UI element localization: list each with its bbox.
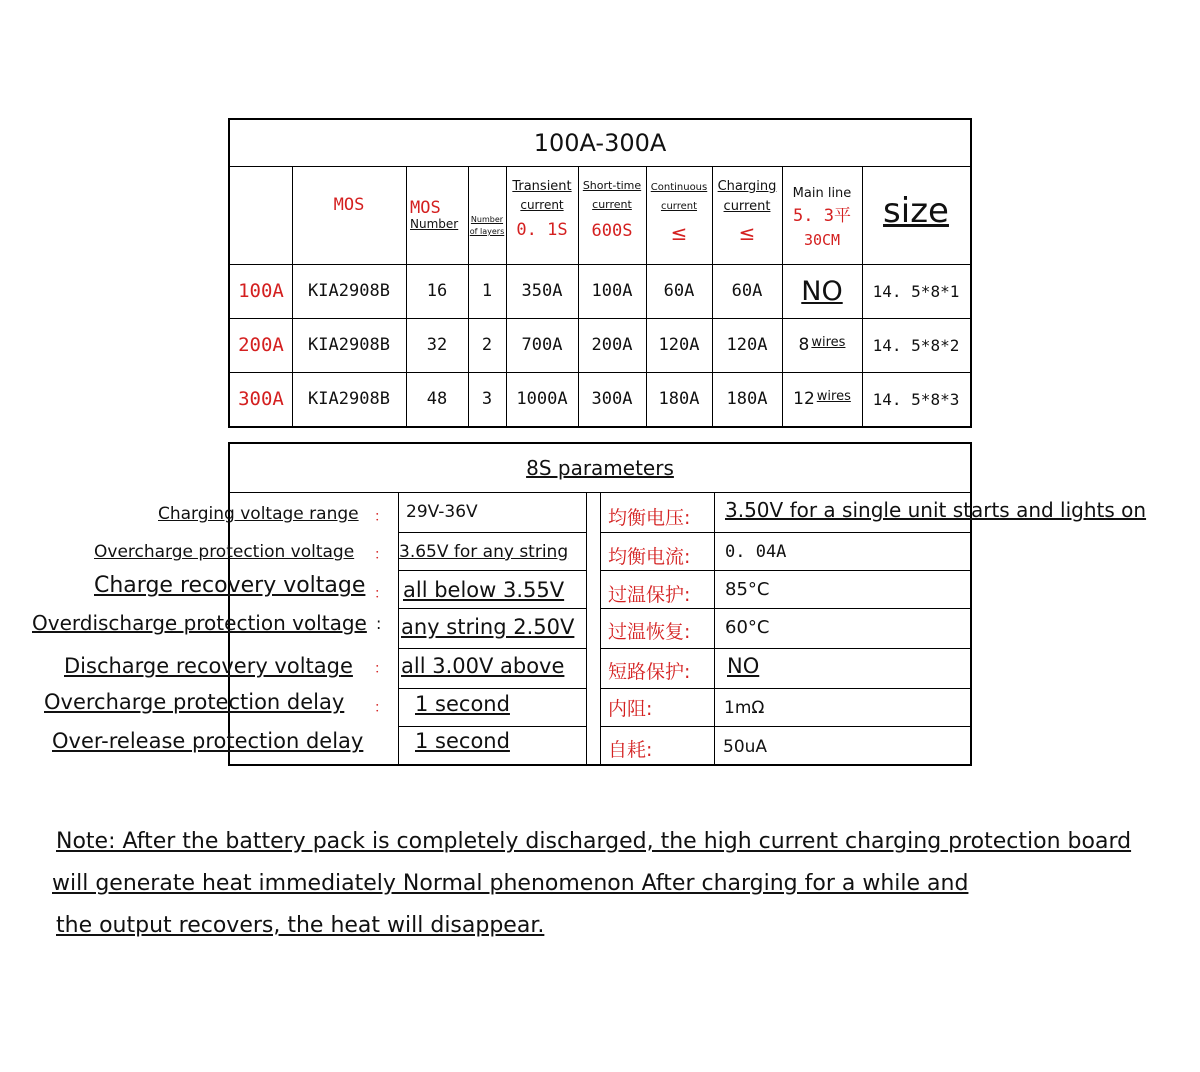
cell-mos: KIA2908B xyxy=(308,281,390,301)
cell-mos: KIA2908B xyxy=(308,389,390,409)
header-transient: Transient current 0. 1S xyxy=(512,179,572,240)
cell-transient: 350A xyxy=(521,281,563,301)
label-over-release-protection-delay: Over-release protection delay xyxy=(52,729,364,753)
main-line-unit: wires xyxy=(816,388,851,404)
label-self-consumption: 自耗: xyxy=(608,739,653,761)
note-line-2: will generate heat immediately Normal phenomenon After charging for a while and xyxy=(52,871,969,896)
header-mos: MOS xyxy=(333,195,365,215)
value-internal-resistance: 1mΩ xyxy=(724,698,765,718)
cell-main-line xyxy=(782,264,862,318)
cell-charging: 60A xyxy=(731,281,763,301)
parameters-table xyxy=(228,442,972,766)
label-balance-voltage: 均衡电压: xyxy=(608,507,691,529)
note-line-1: Note: After the battery pack is completely discharged, the high current charging protection board xyxy=(56,829,1132,854)
label-overcharge-protection-delay: Overcharge protection delay xyxy=(44,690,345,714)
value-short-circuit-protection: NO xyxy=(727,654,760,678)
table-title: 100A-300A xyxy=(533,129,667,157)
cell-main-line xyxy=(782,318,862,372)
sep-4: ： xyxy=(374,661,388,677)
main-line-unit: NO xyxy=(801,275,843,307)
cell-rating: 300A xyxy=(238,388,284,410)
cell-rating: 200A xyxy=(238,334,284,356)
cell-size: 14. 5*8*3 xyxy=(872,389,960,409)
label-over-temp-protection: 过温保护: xyxy=(608,584,691,606)
value-balance-voltage: 3.50V for a single unit starts and lights on xyxy=(725,498,1147,522)
label-balance-current: 均衡电流: xyxy=(608,546,691,568)
header-size: size xyxy=(883,191,949,231)
header-short-time: Short-time current 600S xyxy=(582,179,642,241)
value-overcharge-protection-delay: 1 second xyxy=(415,692,510,716)
sep-5: ： xyxy=(374,700,388,716)
sep-0: ： xyxy=(374,509,388,525)
cell-mos-number: 48 xyxy=(426,389,448,409)
main-line-count: 8 xyxy=(798,335,810,355)
parameters-title: 8S parameters xyxy=(526,456,674,480)
cell-continuous: 180A xyxy=(658,389,700,409)
label-discharge-recovery-voltage: Discharge recovery voltage xyxy=(64,654,353,678)
cell-short-time: 200A xyxy=(591,335,633,355)
main-line-count: 12 xyxy=(793,389,815,409)
cell-size: 14. 5*8*1 xyxy=(872,281,960,301)
cell-continuous: 120A xyxy=(658,335,700,355)
cell-transient: 700A xyxy=(521,335,563,355)
value-self-consumption: 50uA xyxy=(723,737,768,757)
sep-2: ： xyxy=(374,586,388,602)
label-internal-resistance: 内阻: xyxy=(608,698,653,720)
value-overdischarge-protection-voltage: any string 2.50V xyxy=(401,615,575,639)
sep-1: ： xyxy=(374,547,388,563)
label-charging-voltage-range: Charging voltage range xyxy=(158,504,359,524)
cell-mos-number: 32 xyxy=(426,335,448,355)
label-over-temp-recovery: 过温恢复: xyxy=(608,621,691,643)
main-line-unit: wires xyxy=(811,334,846,350)
header-continuous: Continuous current ≤ xyxy=(650,182,708,245)
cell-charging: 120A xyxy=(726,335,768,355)
cell-short-time: 300A xyxy=(591,389,633,409)
value-over-temp-recovery: 60°C xyxy=(725,617,770,638)
sep-3: : xyxy=(376,614,382,633)
cell-main-line xyxy=(782,372,862,426)
label-overcharge-protection-voltage: Overcharge protection voltage xyxy=(94,542,355,562)
header-layers: Number of layers xyxy=(469,215,505,236)
note-line-3: the output recovers, the heat will disappear. xyxy=(56,913,545,938)
cell-mos-number: 16 xyxy=(426,281,448,301)
value-over-temp-protection: 85°C xyxy=(725,579,770,600)
label-overdischarge-protection-voltage: Overdischarge protection voltage xyxy=(32,611,367,635)
header-charging: Charging current ≤ xyxy=(717,179,777,245)
label-short-circuit-protection: 短路保护: xyxy=(608,661,691,683)
spec-table xyxy=(228,118,972,428)
cell-size: 14. 5*8*2 xyxy=(872,335,960,355)
header-mos-number: MOS Number xyxy=(410,198,459,231)
cell-layers: 2 xyxy=(481,335,493,355)
cell-layers: 3 xyxy=(481,389,493,409)
value-charge-recovery-voltage: all below 3.55V xyxy=(403,578,565,602)
value-overcharge-protection-voltage: 3.65V for any string xyxy=(399,542,569,562)
value-over-release-protection-delay: 1 second xyxy=(415,729,510,753)
cell-transient: 1000A xyxy=(516,389,568,409)
cell-short-time: 100A xyxy=(591,281,633,301)
value-balance-current: 0. 04A xyxy=(725,542,787,562)
cell-layers: 1 xyxy=(481,281,493,301)
cell-mos: KIA2908B xyxy=(308,335,390,355)
cell-rating: 100A xyxy=(238,280,284,302)
label-charge-recovery-voltage: Charge recovery voltage xyxy=(94,573,366,598)
value-charging-voltage-range: 29V-36V xyxy=(406,502,478,522)
header-main-line: Main line 5. 3平 30CM xyxy=(792,186,852,249)
cell-charging: 180A xyxy=(726,389,768,409)
cell-continuous: 60A xyxy=(663,281,695,301)
value-discharge-recovery-voltage: all 3.00V above xyxy=(401,654,565,678)
